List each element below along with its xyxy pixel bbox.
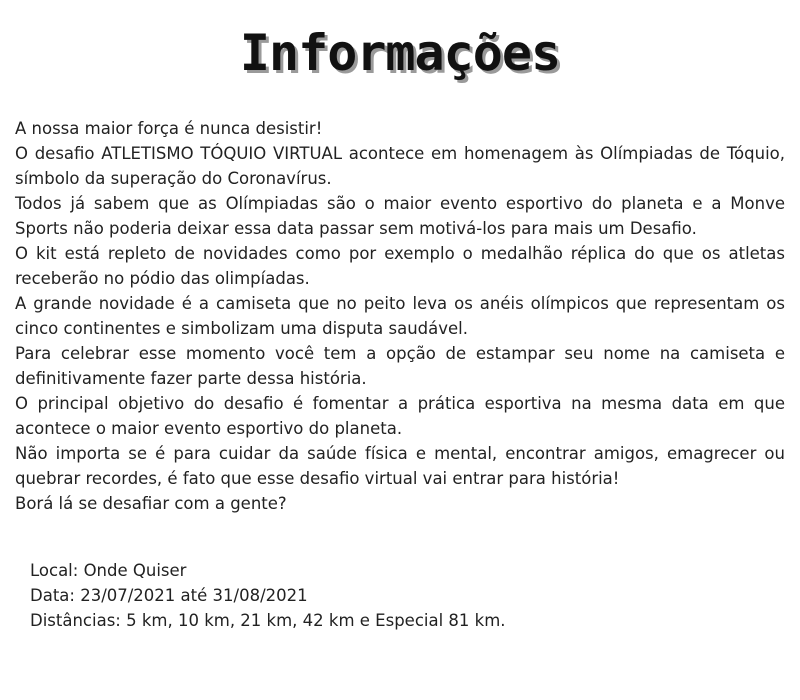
paragraph-call-to-action: Borá lá se desafiar com a gente? — [15, 494, 287, 513]
paragraph-name-print: Para celebrar esse momento você tem a opção de estampar seu nome na camiseta e definitivamente fazer parte dessa história. — [15, 344, 785, 388]
detail-distances: Distâncias: 5 km, 10 km, 21 km, 42 km e Especial 81 km. — [30, 611, 506, 630]
page-title: Informações — [239, 24, 561, 82]
paragraph-shirt: A grande novidade é a camiseta que no peito leva os anéis olímpicos que representam os cinco continentes e simbolizam uma disputa saudável. — [15, 294, 785, 338]
event-details — [30, 558, 770, 633]
paragraph-olympics: Todos já sabem que as Olímpiadas são o maior evento esportivo do planeta e a Monve Sports não poderia deixar essa data passar sem motivá-los para mais um Desafio. — [15, 194, 785, 238]
paragraph-objective: O principal objetivo do desafio é fomentar a prática esportiva na mesma data em que acontece o maior evento esportivo do planeta. — [15, 394, 785, 438]
paragraph-kit: O kit está repleto de novidades como por exemplo o medalhão réplica do que os atletas receberão no pódio das olimpíadas. — [15, 244, 785, 288]
paragraph-intro: A nossa maior força é nunca desistir! — [15, 119, 323, 138]
detail-date: Data: 23/07/2021 até 31/08/2021 — [30, 586, 308, 605]
detail-location: Local: Onde Quiser — [30, 561, 187, 580]
description-body — [15, 116, 785, 516]
paragraph-motivation: Não importa se é para cuidar da saúde física e mental, encontrar amigos, emagrecer ou quebrar recordes, é fato que esse desafio virtual vai entrar para história! — [15, 444, 785, 488]
paragraph-challenge: O desafio ATLETISMO TÓQUIO VIRTUAL acontece em homenagem às Olímpiadas de Tóquio, símbolo da superação do Coronavírus. — [15, 144, 785, 188]
